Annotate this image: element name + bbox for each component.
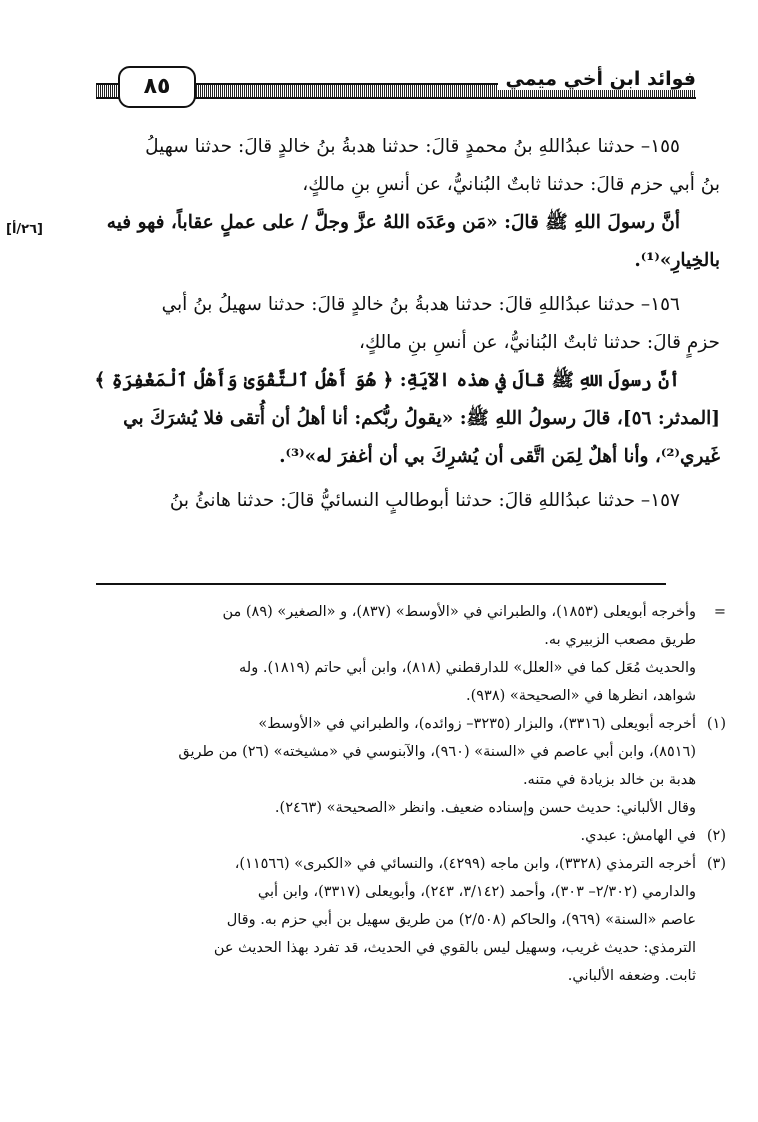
hadith-156-matn-3: غَيري⁽²⁾، وأنا أهلٌ لِمَن اتَّقى أن يُشرِكَ بي أن أغفرَ له»⁽³⁾.	[279, 446, 720, 467]
hadith-156-matn-2: [المدثر: ٥٦]، قالَ رسولُ اللهِ ﷺ: «يقولُ ربُّكم: أنا أهلُ أن أُتقى فلا يُشرَكَ بي	[123, 408, 720, 429]
hadith-156-matn-1: أنَّ رسولَ اللهِ ﷺ قالَ في هذه الآيَةِ: ﴿ هُوَ أَهْلُ ٱلتَّقْوَىٰ وَأَهْلُ ٱلْمَغْفِرَةِ ﴾	[94, 370, 680, 391]
footnote-line: شواهد، انظرها في «الصحيحة» (٩٣٨).	[465, 688, 696, 704]
hadith-156-isnad-2: حزمٍ قالَ: حدثنا ثابتٌ البُنانيُّ، عن أنسِ بنِ مالكٍ،	[358, 332, 720, 353]
footnote-line: والدارمي (٢/٣٠٢– ٣٠٣)، وأحمد (٣/١٤٢، ٢٤٣)، وأبويعلى (٣٣١٧)، وابن أبي	[257, 884, 696, 900]
footnote-line: (٨٥١٦)، وابن أبي عاصم في «السنة» (٩٦٠)، والآبنوسي في «مشيخته» (٢٦) من طريق	[178, 744, 696, 760]
footnotes	[86, 598, 726, 990]
footnote-line: أخرجه أبويعلى (٣٣١٦)، والبزار (٣٢٣٥– زوائده)، والطبراني في «الأوسط»	[258, 716, 696, 732]
hadith-155-matn-2: بالخِيارِ»⁽¹⁾.	[634, 250, 720, 271]
footnote-line: عاصم «السنة» (٩٦٩)، والحاكم (٢/٥٠٨) من طريق سهيل بن أبي حزم به. وقال	[226, 912, 696, 928]
footnote-line: في الهامش: عبدي.	[580, 828, 696, 844]
footnote-line: وأخرجه أبويعلى (١٨٥٣)، والطبراني في «الأوسط» (٨٣٧)، و «الصغير» (٨٩) من	[222, 604, 696, 620]
footnote-line: هدبة بن خالد بزيادة في متنه.	[522, 772, 696, 788]
footnote-2-mark: (٢)	[706, 828, 726, 844]
footnote-2	[86, 822, 726, 850]
page-number: ٨٥	[118, 66, 196, 108]
footnote-continuation	[86, 598, 726, 626]
footnote-line: أخرجه الترمذي (٣٣٢٨)، وابن ماجه (٤٢٩٩)، والنسائي في «الكبرى» (١١٥٦٦)،	[234, 856, 696, 872]
footnote-1	[86, 710, 726, 738]
footnote-divider	[96, 583, 666, 585]
hadith-156-isnad-1: ١٥٦– حدثنا عبدُاللهِ قالَ: حدثنا هدبةُ بنُ خالدٍ قالَ: حدثنا سهيلُ بنُ أبي	[161, 294, 680, 315]
footnote-line: ثابت. وضعفه الألباني.	[567, 968, 696, 984]
hadith-155-isnad-1: ١٥٥– حدثنا عبدُاللهِ بنُ محمدٍ قالَ: حدثنا هدبةُ بنُ خالدٍ قالَ: حدثنا سهيلُ	[145, 136, 680, 157]
continuation-mark: =	[713, 604, 726, 620]
hadith-157-isnad-1: ١٥٧– حدثنا عبدُاللهِ قالَ: حدثنا أبوطالبٍ النسائيُّ قالَ: حدثنا هانئُ بنُ	[169, 490, 680, 511]
footnote-3-mark: (٣)	[706, 856, 726, 872]
hadith-155-isnad-2: بنُ أبي حزم قالَ: حدثنا ثابتٌ البُنانيُّ، عن أنسِ بنِ مالكٍ،	[302, 174, 720, 195]
footnote-3	[86, 850, 726, 878]
main-text	[40, 128, 720, 520]
footnote-line: الترمذي: حديث غريب، وسهيل ليس بالقوي في الحديث، قد تفرد بهذا الحديث عن	[213, 940, 696, 956]
footnote-1-mark: (١)	[706, 716, 726, 732]
footnote-line: وقال الألباني: حديث حسن وإسناده ضعيف. وانظر «الصحيحة» (٢٤٦٣).	[274, 800, 696, 816]
footnote-line: والحديث مُعَل كما في «العلل» للدارقطني (٨١٨)، وابن أبي حاتم (١٨١٩). وله	[239, 660, 696, 676]
footnote-line: طريق مصعب الزبيري به.	[544, 632, 696, 648]
hadith-155-matn-1: أنَّ رسولَ اللهِ ﷺ قالَ: «مَن وعَدَه اللهُ عزَّ وجلَّ / على عملٍ عقاباً، فهو فيه	[106, 212, 680, 233]
book-title: فوائد ابن أخي ميمي	[498, 68, 696, 90]
page-header	[96, 66, 696, 108]
manuscript-folio-ref: [٢٦/أ]	[6, 222, 43, 237]
